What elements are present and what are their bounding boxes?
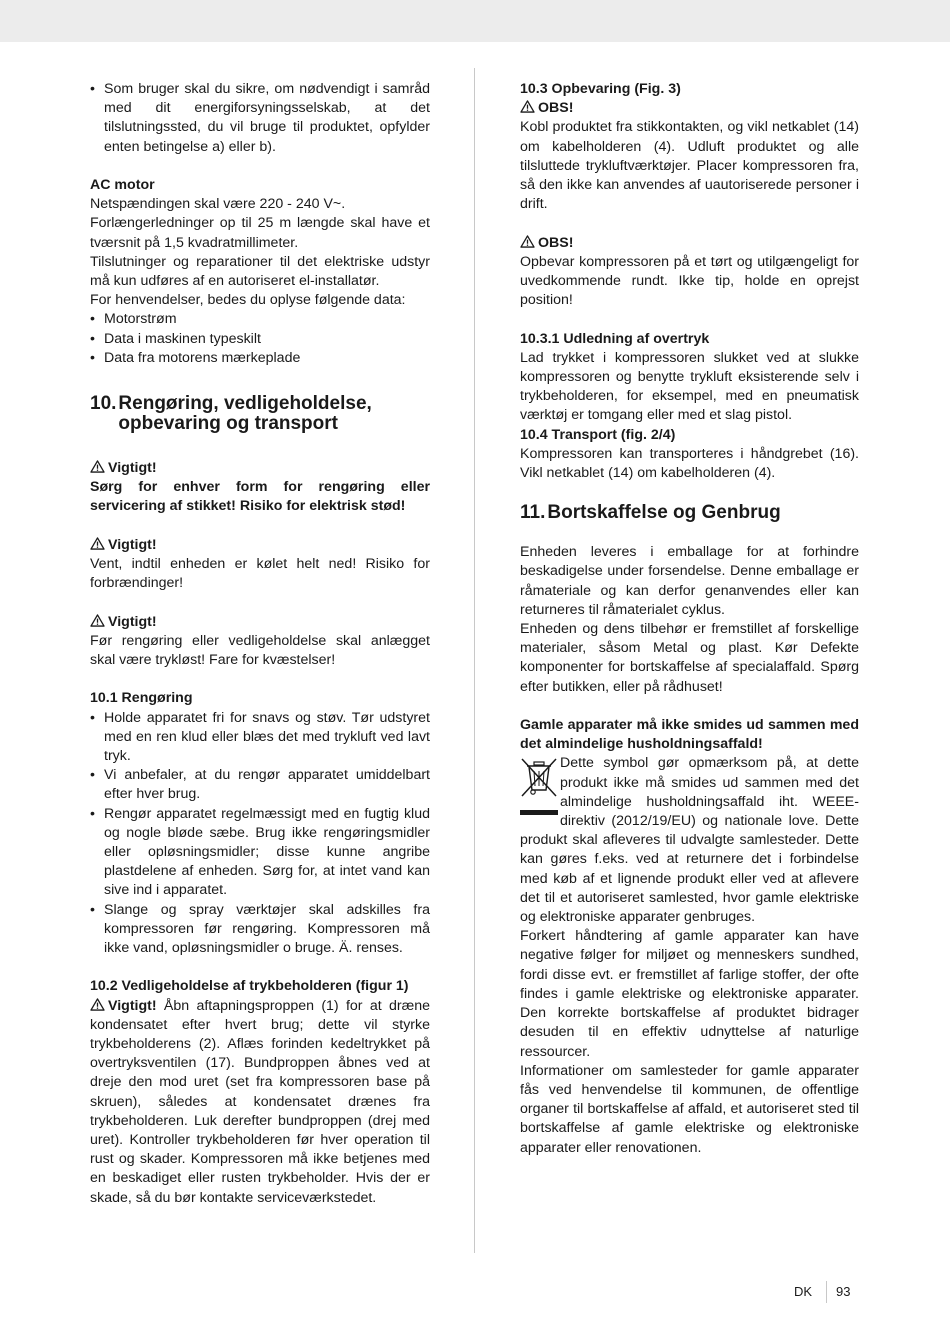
- ac-line: For henvendelser, bedes du oplyse følgende data:: [90, 292, 406, 309]
- ac-motor-heading: AC motor: [90, 177, 155, 193]
- subsection-10-3-heading: 10.3 Opbevaring (Fig. 3): [520, 81, 681, 97]
- list-item: • Slange og spray værktøjer skal adskilles fra kompressoren før rengøring. Kompressoren må ikke vand, opløsningsmidler o bruge. Ä. renses.: [90, 901, 430, 959]
- warning-triangle-icon: [520, 235, 535, 248]
- warning-triangle-icon: [90, 614, 105, 627]
- subsection-10-4-heading: 10.4 Transport (fig. 2/4): [520, 426, 676, 443]
- section-10-heading: [90, 394, 430, 434]
- warning-label: Vigtigt!: [90, 536, 430, 555]
- list-item: • Data fra motorens mærkeplade: [90, 349, 430, 368]
- warning-label: Vigtigt!: [90, 459, 430, 478]
- obs-label: OBS!: [520, 99, 859, 118]
- ac-line: Netspændingen skal være 220 - 240 V~.: [90, 196, 346, 213]
- subsection-10-2-text: Vigtigt! Åbn aftapningsproppen (1) for at dræne kondensatet efter hvert brug; dette vil styrke trykbeholderens (2). Aflæs forinden kedeltrykket på overtryksventilen (17). Bundproppen åbnes ved at dreje den mod uret (set fra kompressoren base på skruen), således at kondensatet drænes fra trykbeholderen. Luk derefter bundproppen (drej med uret). Kontroller trykbeholderen før hver operation til rust og skader. Kompressoren må ikke betjenes med en beskadiget eller rusten trykbeholder. Hvis der er skade, så du bør kontakte serviceværkstedet.: [90, 997, 430, 1206]
- warning-triangle-icon: [90, 460, 105, 473]
- right-column: [520, 80, 859, 1158]
- weee-block: [520, 754, 859, 927]
- weee-text: Dette symbol gør opmærksom på, at dette produkt ikke må smides ud sammen med det almindelige husholdningsaffald iht. WEEE-direktiv (2012/19/EU) og nationale love. Dette produkt skal afleveres til udvalgte samlesteder. Dette kan gøres f.eks. ved at returnere det i forbindelse med køb af et lignende produkt eller ved at aflevere det til et autoriseret samlested, hvor gamle elektriske og elektroniske apparater genbruges.: [520, 755, 859, 926]
- ac-line: Tilslutninger og reparationer til det elektriske udstyr må kun udføres af en autoriseret el-installatør.: [90, 253, 430, 290]
- warning-triangle-icon: [520, 100, 535, 113]
- warning-label: Vigtigt!: [90, 613, 430, 632]
- section-11-heading: [520, 503, 859, 523]
- warning-triangle-icon: [90, 537, 105, 550]
- top-margin-band: [0, 0, 950, 42]
- list-item: • Vi anbefaler, at du rengør apparatet umiddelbart efter hver brug.: [90, 766, 430, 804]
- list-item: • Data i maskinen typeskilt: [90, 330, 430, 349]
- disposal-paragraph: Forkert håndtering af gamle apparater kan have negative følger for miljøet og menneskers sundhed, fordi disse evt. er fremstillet af farlige stoffer, der ofte findes i gamle elektriske og elektroniske apparater. Den korrekte bortskaffelse af produktet bidrager desuden til en effektiv udnyttelse af naturlige ressourcer.: [520, 928, 859, 1060]
- disposal-paragraph: Informationer om samlesteder for gamle apparater fås ved henvendelse til kommunen, de offentlige organer til bortskaffelse af affald, et autoriseret sted til bortskaffelse af gamle elektriske og elektroniske apparater eller renovationen.: [520, 1062, 859, 1156]
- page-number: 93: [836, 1284, 851, 1299]
- weee-heading: Gamle apparater må ikke smides ud sammen med det almindelige husholdningsaffald!: [520, 717, 859, 753]
- section-number: 10.: [90, 393, 117, 415]
- footer-language: DK: [794, 1284, 813, 1299]
- section-number: 11.: [520, 502, 546, 524]
- subsection-10-1-heading: 10.1 Rengøring: [90, 690, 193, 707]
- subsection-10-3-1-heading: 10.3.1 Udledning af overtryk: [520, 330, 710, 347]
- list-item: • Holde apparatet fri for snavs og støv. Tør udstyret med en ren klud eller blæs det med trykluft ved lavt tryk.: [90, 709, 430, 767]
- disposal-paragraph: Enheden og dens tilbehør er fremstillet af forskellige materialer, såsom Metal og plast. Kør Defekte komponenter for bortskaffelse af specialaffald. Spørg efter butikken, eller på rådhuset!: [520, 621, 859, 695]
- list-item: • Rengør apparatet regelmæssigt med en fugtig klud og nogle bløde sæbe. Brug ikke rengøringsmidler eller opløsningsmidler; disse kunne angribe plastdelene af enheden. Sørg for, at intet vand kan sive ind i apparatet.: [90, 805, 430, 901]
- warning-text: Vent, indtil enheden er kølet helt ned! Risiko for forbrændinger!: [90, 556, 430, 592]
- subsection-10-3-1-text: Lad trykket i kompressoren slukket ved at slukke kompressoren og benytte trykluft eksisterende selv i trykbeholderen, for eksempel, med en pneumatisk værktøj er tomgang eller med et slag pistol.: [520, 349, 859, 424]
- obs-text: Opbevar kompressoren på et tørt og utilgængeligt for uvedkommende rundt. Ikke tip, holde en oprejst position!: [520, 253, 859, 309]
- ac-data-list: [90, 310, 430, 368]
- crossed-out-wheelie-bin-icon: [520, 756, 558, 824]
- subsection-10-4-text: Kompressoren kan transporteres i håndgrebet (16). Vikl netkablet (14) om kabelholderen (4).: [520, 445, 859, 482]
- warning-text: Før rengøring eller vedligeholdelse skal anlægget skal være trykløst! Fare for kvæstelser!: [90, 632, 430, 669]
- warning-triangle-icon: [90, 998, 105, 1011]
- warning-label: Vigtigt!: [108, 997, 157, 1014]
- left-column: [90, 80, 430, 1208]
- intro-list: [90, 80, 430, 157]
- list-item: • Motorstrøm: [90, 310, 430, 329]
- cleaning-list: [90, 709, 430, 959]
- ac-line: Forlængerledninger op til 25 m længde skal have et tværsnit på 1,5 kvadratmillimeter.: [90, 215, 430, 251]
- footer-divider: [826, 1281, 827, 1303]
- disposal-paragraph: Enheden leveres i emballage for at forhindre beskadigelse under forsendelse. Denne emballage er råmateriale og kan derfor genanvendes eller kan returneres til råmaterialet cyklus.: [520, 544, 859, 618]
- column-divider: [474, 68, 475, 1253]
- list-item: • Som bruger skal du sikre, om nødvendigt i samråd med dit energiforsyningsselskab, at det tilslutningssted, du vil bruge til produktet, opfylder enten betingelse a) eller b).: [90, 80, 430, 157]
- obs-text: Kobl produktet fra stikkontakten, og vikl netkablet (14) om kabelholderen (4). Udluft produktet og alle tilsluttede trykluftværktøjer. Placer kompressoren fra, så den ikke kan anvendes af uautoriserede personer i drift.: [520, 119, 859, 213]
- obs-label: OBS!: [520, 234, 859, 253]
- warning-text: Sørg for enhver form for rengøring eller servicering af stikket! Risiko for elektrisk stød!: [90, 479, 430, 515]
- subsection-10-2-heading: 10.2 Vedligeholdelse af trykbeholderen (figur 1): [90, 978, 409, 995]
- section-title: Rengøring, vedligeholdelse, opbevaring og transport: [118, 393, 372, 435]
- section-title: Bortskaffelse og Genbrug: [547, 502, 781, 524]
